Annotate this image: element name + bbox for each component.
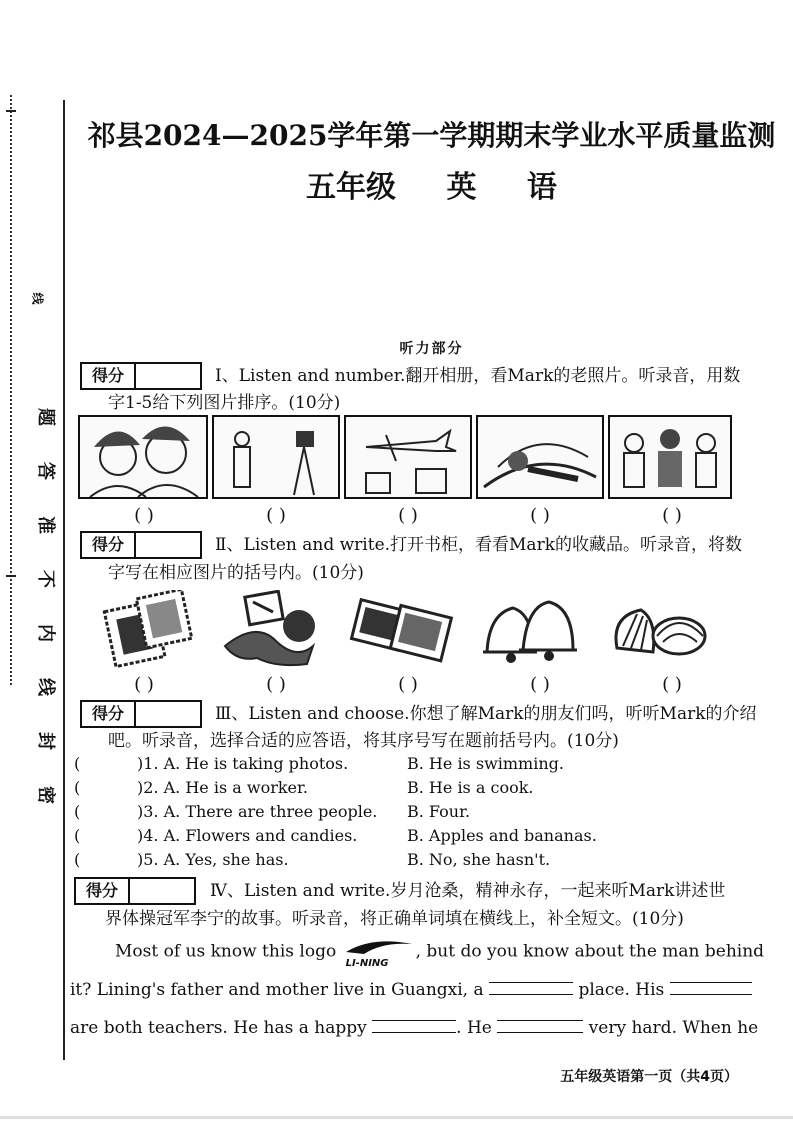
q2-answer-row [78,674,738,695]
choice-option-a: )1. A. He is taking photos. [137,754,349,773]
answer-paren[interactable]: ( ) [662,674,682,695]
seal-char: 封 [35,732,56,750]
exam-subtitle: 五年级 英 语 [306,170,557,205]
score-field[interactable] [136,533,200,557]
seal-warning-column [30,390,60,822]
score-label: 得分 [76,879,130,903]
score-label: 得分 [82,533,136,557]
passage-text: place. His [578,980,665,1000]
choice-option-a: )2. A. He is a worker. [137,778,308,797]
choice-option-a: )5. A. Yes, she has. [137,850,289,869]
passage-text: it? Lining's father and mother live in Guangxi, a [70,980,484,1000]
q4-instruction: Ⅳ、Listen and write.岁月沧桑，精神永存，一起来听Mark讲述世 [210,881,726,901]
score-label: 得分 [82,364,136,388]
seal-char: 题 [35,408,56,426]
choice-option-b: B. No, she hasn't. [407,850,551,869]
kite-icon [208,588,336,672]
bells-icon [464,588,592,672]
photographer-scene-picture [212,415,340,499]
seal-char: 答 [35,462,56,480]
binding-tick [6,110,16,112]
seal-char: 密 [35,786,56,804]
choice-paren[interactable]: ( [74,850,81,869]
choice-option-b: B. Four. [407,802,471,821]
blank-field[interactable] [489,976,573,995]
family-group-picture [608,415,732,499]
binding-dotted-line [10,95,16,685]
score-field[interactable] [130,879,194,903]
page-bottom-edge [0,1116,793,1119]
choice-option-a: )4. A. Flowers and candies. [137,826,358,845]
choice-paren[interactable]: ( [74,802,81,821]
choice-option-b: B. He is swimming. [407,754,564,773]
q1-answer-row [78,505,738,526]
seal-char: 线 [35,678,56,696]
blank-field[interactable] [372,1014,456,1033]
passage-line-2 [70,976,752,1002]
children-portrait-picture [78,415,208,499]
seal-char: 准 [35,516,56,534]
exam-title: 祁县2024—2025学年第一学期期末学业水平质量监测 [87,119,776,152]
score-label: 得分 [82,702,136,726]
margin-rule [63,100,65,1060]
q1-instruction: Ⅰ、Listen and number.翻开相册，看Mark的老照片。听录音，用数 [215,366,741,386]
answer-paren[interactable]: ( ) [662,505,682,526]
q2-object-row [80,588,720,672]
passage-text: very hard. When he [588,1018,759,1038]
sleeping-person-picture [476,415,604,499]
answer-paren[interactable]: ( ) [530,505,550,526]
answer-paren[interactable]: ( ) [530,674,550,695]
passage-text: Most of us know this logo [115,941,337,962]
answer-paren[interactable]: ( ) [266,505,286,526]
passage-line-1 [115,938,765,969]
passage-text: are both teachers. He has a happy [70,1018,367,1038]
q3-instruction-cont: 吧。听录音，选择合适的应答语，将其序号写在题前括号内。(10分) [108,731,619,751]
blank-field[interactable] [670,976,752,995]
passage-text: . He [456,1018,492,1038]
choice-paren[interactable]: ( [74,778,81,797]
choice-option-b: B. Apples and bananas. [407,826,597,845]
seal-char: 内 [35,624,56,642]
q1-instruction-cont: 字1-5给下列图片排序。(10分) [108,393,341,413]
airplane-scene-picture [344,415,472,499]
q4-instruction-cont: 界体操冠军李宁的故事。听录音，将正确单词填在横线上，补全短文。(10分) [105,909,684,929]
answer-paren[interactable]: ( ) [134,505,154,526]
q2-instruction-cont: 字写在相应图片的括号内。(10分) [108,563,364,583]
choice-paren[interactable]: ( [74,754,81,773]
q2-instruction: Ⅱ、Listen and write.打开书柜，看看Mark的收藏品。听录音，将数 [215,535,742,555]
blank-field[interactable] [497,1014,583,1033]
q3-instruction: Ⅲ、Listen and choose.你想了解Mark的朋友们吗，听听Mark的介绍 [215,704,757,724]
logo-text: LI-NING [345,958,389,969]
choice-paren[interactable]: ( [74,826,81,845]
choice-option-a: )3. A. There are three people. [137,802,378,821]
binding-tick [6,575,16,577]
score-box-q1 [80,362,202,390]
score-field[interactable] [136,702,200,726]
score-box-q4 [74,877,196,905]
passage-text: , but do you know about the man behind [415,941,765,962]
postcards-icon [336,588,464,672]
binding-mark: 线 [30,292,45,305]
q1-picture-row [78,415,736,499]
score-box-q3 [80,700,202,728]
answer-paren[interactable]: ( ) [266,674,286,695]
page-footer: 五年级英语第一页（共4页） [560,1069,738,1085]
passage-line-3 [70,1014,758,1040]
score-box-q2 [80,531,202,559]
score-field[interactable] [136,364,200,388]
stamps-icon [80,588,208,672]
answer-paren[interactable]: ( ) [398,505,418,526]
seal-char: 不 [35,570,56,588]
section-title: 听力部分 [399,341,464,357]
choice-option-b: B. He is a cook. [407,778,534,797]
answer-paren[interactable]: ( ) [134,674,154,695]
shells-icon [592,588,720,672]
answer-paren[interactable]: ( ) [398,674,418,695]
lining-logo [342,938,416,969]
